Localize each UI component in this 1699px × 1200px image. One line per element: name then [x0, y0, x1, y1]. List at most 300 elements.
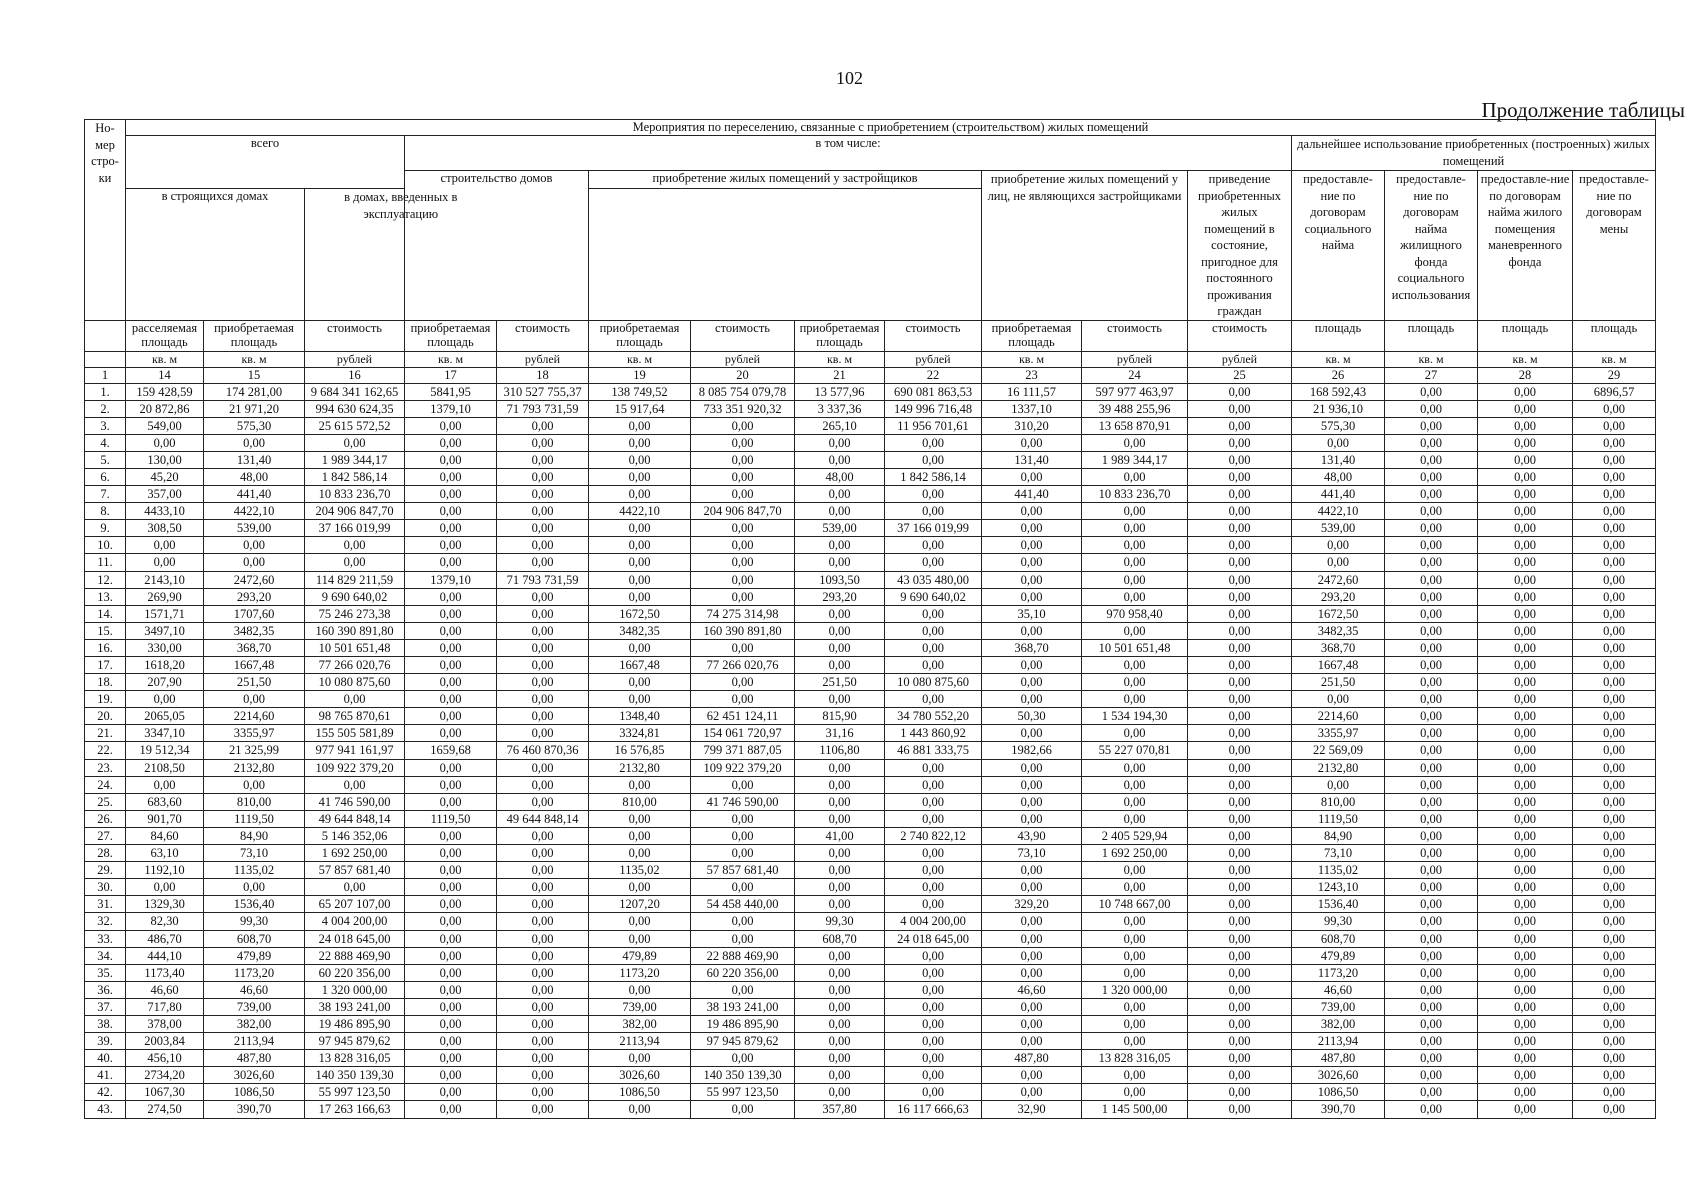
- table-cell: 0,00: [497, 981, 589, 998]
- table-cell: 0,00: [1188, 691, 1292, 708]
- table-cell: 0,00: [885, 896, 982, 913]
- table-cell: 0,00: [589, 451, 691, 468]
- table-cell: 0,00: [1188, 725, 1292, 742]
- table-cell: 251,50: [795, 674, 885, 691]
- table-cell: 0,00: [405, 759, 497, 776]
- column-number-row: [85, 367, 1656, 383]
- table-cell: 0,00: [1385, 930, 1478, 947]
- table-cell: 0,00: [885, 1084, 982, 1101]
- table-row: [85, 793, 1656, 810]
- row-number-cell: 40.: [85, 1050, 126, 1067]
- table-cell: 84,90: [1292, 827, 1385, 844]
- table-cell: 6896,57: [1573, 383, 1656, 400]
- table-cell: 0,00: [1188, 1084, 1292, 1101]
- table-cell: 0,00: [589, 486, 691, 503]
- table-cell: 22 888 469,90: [305, 947, 405, 964]
- table-cell: 0,00: [795, 964, 885, 981]
- table-cell: 608,70: [795, 930, 885, 947]
- table-cell: 1536,40: [204, 896, 305, 913]
- table-cell: 0,00: [497, 622, 589, 639]
- table-cell: 174 281,00: [204, 383, 305, 400]
- table-cell: 0,00: [1573, 845, 1656, 862]
- table-cell: 75 246 273,38: [305, 605, 405, 622]
- table-cell: 0,00: [691, 913, 795, 930]
- table-cell: 48,00: [204, 468, 305, 485]
- table-row: [85, 1084, 1656, 1101]
- header-from-non-developers: приобретение жилых помещений у лиц, не являющихся застройщиками: [982, 171, 1188, 321]
- table-cell: 0,00: [1478, 691, 1573, 708]
- table-row: [85, 742, 1656, 759]
- table-cell: 479,89: [589, 947, 691, 964]
- table-cell: 154 061 720,97: [691, 725, 795, 742]
- table-cell: 1 842 586,14: [305, 468, 405, 485]
- table-cell: 4 004 200,00: [885, 913, 982, 930]
- table-cell: 0,00: [1478, 537, 1573, 554]
- table-cell: 0,00: [497, 1084, 589, 1101]
- table-cell: 0,00: [305, 554, 405, 571]
- table-cell: 0,00: [1188, 776, 1292, 793]
- table-cell: 1192,10: [126, 862, 204, 879]
- table-cell: 0,00: [691, 639, 795, 656]
- table-cell: 2 405 529,94: [1082, 827, 1188, 844]
- table-cell: 46,60: [204, 981, 305, 998]
- table-cell: 0,00: [885, 554, 982, 571]
- table-cell: 2132,80: [1292, 759, 1385, 776]
- unit-rub: рублей: [1188, 351, 1292, 367]
- table-cell: 0,00: [405, 451, 497, 468]
- table-cell: 0,00: [1573, 417, 1656, 434]
- table-cell: 1119,50: [405, 810, 497, 827]
- table-cell: 0,00: [795, 759, 885, 776]
- table-cell: 0,00: [497, 605, 589, 622]
- table-cell: 0,00: [1385, 793, 1478, 810]
- table-row: [85, 896, 1656, 913]
- table-cell: 1 692 250,00: [1082, 845, 1188, 862]
- table-cell: 0,00: [982, 503, 1082, 520]
- table-cell: 1093,50: [795, 571, 885, 588]
- table-cell: 0,00: [497, 554, 589, 571]
- row-number-cell: 9.: [85, 520, 126, 537]
- table-cell: 390,70: [1292, 1101, 1385, 1118]
- table-cell: 0,00: [589, 1101, 691, 1118]
- table-cell: 9 690 640,02: [885, 588, 982, 605]
- table-cell: 0,00: [1385, 1015, 1478, 1032]
- table-cell: 0,00: [1478, 639, 1573, 656]
- table-cell: 3355,97: [204, 725, 305, 742]
- table-cell: 0,00: [126, 776, 204, 793]
- table-cell: 0,00: [1188, 708, 1292, 725]
- table-cell: 0,00: [795, 879, 885, 896]
- row-number-cell: 34.: [85, 947, 126, 964]
- table-cell: 0,00: [795, 622, 885, 639]
- table-cell: 0,00: [1573, 1084, 1656, 1101]
- table-cell: 0,00: [589, 930, 691, 947]
- row-number-cell: 25.: [85, 793, 126, 810]
- table-cell: 0,00: [1478, 776, 1573, 793]
- table-cell: 0,00: [1082, 520, 1188, 537]
- table-cell: 4422,10: [204, 503, 305, 520]
- table-cell: 0,00: [1292, 537, 1385, 554]
- table-cell: 1086,50: [204, 1084, 305, 1101]
- table-cell: 382,00: [204, 1015, 305, 1032]
- table-cell: 0,00: [405, 1101, 497, 1118]
- table-row: [85, 930, 1656, 947]
- table-cell: 0,00: [405, 468, 497, 485]
- table-cell: 207,90: [126, 674, 204, 691]
- table-cell: 1 145 500,00: [1082, 1101, 1188, 1118]
- column-number: 29: [1573, 367, 1656, 383]
- table-cell: 140 350 139,30: [305, 1067, 405, 1084]
- table-cell: 37 166 019,99: [885, 520, 982, 537]
- table-cell: 0,00: [589, 1050, 691, 1067]
- table-cell: 2003,84: [126, 1033, 204, 1050]
- table-cell: 0,00: [405, 503, 497, 520]
- table-row: [85, 708, 1656, 725]
- table-cell: 265,10: [795, 417, 885, 434]
- table-cell: 487,80: [204, 1050, 305, 1067]
- table-cell: 0,00: [1188, 759, 1292, 776]
- table-cell: 15 917,64: [589, 400, 691, 417]
- table-cell: 46,60: [982, 981, 1082, 998]
- table-cell: 74 275 314,98: [691, 605, 795, 622]
- table-row: [85, 827, 1656, 844]
- table-cell: 0,00: [1292, 434, 1385, 451]
- resettlement-table-container: [84, 119, 1656, 1119]
- table-cell: 0,00: [497, 776, 589, 793]
- table-cell: 0,00: [1478, 383, 1573, 400]
- table-cell: 0,00: [885, 434, 982, 451]
- table-cell: 0,00: [982, 776, 1082, 793]
- table-cell: 0,00: [497, 639, 589, 656]
- table-cell: 0,00: [795, 1067, 885, 1084]
- header-social-rent: предоставле-ние по договорам социального найма: [1292, 171, 1385, 321]
- table-cell: 0,00: [885, 1050, 982, 1067]
- table-cell: 608,70: [204, 930, 305, 947]
- table-cell: 3497,10: [126, 622, 204, 639]
- table-cell: 0,00: [1573, 588, 1656, 605]
- row-number-cell: 22.: [85, 742, 126, 759]
- table-cell: 60 220 356,00: [691, 964, 795, 981]
- table-cell: 310 527 755,37: [497, 383, 589, 400]
- table-cell: 0,00: [204, 434, 305, 451]
- table-cell: 0,00: [885, 486, 982, 503]
- table-cell: 0,00: [589, 913, 691, 930]
- table-cell: 41 746 590,00: [305, 793, 405, 810]
- table-cell: 0,00: [497, 434, 589, 451]
- table-cell: 0,00: [1478, 468, 1573, 485]
- table-cell: 63,10: [126, 845, 204, 862]
- row-number-cell: 43.: [85, 1101, 126, 1118]
- table-cell: 0,00: [1478, 827, 1573, 844]
- table-cell: 0,00: [982, 1084, 1082, 1101]
- header-area: площадь: [1385, 320, 1478, 351]
- table-cell: 0,00: [691, 691, 795, 708]
- table-cell: 0,00: [1573, 486, 1656, 503]
- header-acquired-area: приобретаемая площадь: [405, 320, 497, 351]
- table-cell: 0,00: [589, 417, 691, 434]
- table-cell: 0,00: [589, 981, 691, 998]
- table-cell: 0,00: [405, 417, 497, 434]
- column-number: 19: [589, 367, 691, 383]
- table-row: [85, 947, 1656, 964]
- table-cell: 0,00: [497, 725, 589, 742]
- table-cell: 0,00: [795, 998, 885, 1015]
- table-cell: 0,00: [405, 964, 497, 981]
- table-cell: 0,00: [1573, 691, 1656, 708]
- table-row: [85, 503, 1656, 520]
- table-cell: 0,00: [497, 896, 589, 913]
- table-cell: 0,00: [691, 810, 795, 827]
- table-cell: 0,00: [204, 537, 305, 554]
- table-cell: 0,00: [691, 1101, 795, 1118]
- row-number-cell: 20.: [85, 708, 126, 725]
- table-cell: 0,00: [1385, 639, 1478, 656]
- table-cell: 0,00: [1385, 520, 1478, 537]
- table-cell: 1086,50: [1292, 1084, 1385, 1101]
- table-row: [85, 1067, 1656, 1084]
- table-cell: 0,00: [1082, 1084, 1188, 1101]
- table-cell: 0,00: [1573, 674, 1656, 691]
- table-cell: 0,00: [405, 1015, 497, 1032]
- table-cell: 0,00: [1385, 725, 1478, 742]
- table-cell: 0,00: [1573, 1101, 1656, 1118]
- table-cell: 0,00: [1385, 845, 1478, 862]
- table-cell: 0,00: [982, 1015, 1082, 1032]
- table-cell: 0,00: [1385, 571, 1478, 588]
- table-cell: 717,80: [126, 998, 204, 1015]
- table-cell: 0,00: [497, 862, 589, 879]
- table-cell: 0,00: [1573, 503, 1656, 520]
- table-cell: 1672,50: [1292, 605, 1385, 622]
- table-cell: 1119,50: [204, 810, 305, 827]
- table-cell: 20 872,86: [126, 400, 204, 417]
- table-cell: 0,00: [497, 930, 589, 947]
- table-row: [85, 845, 1656, 862]
- table-cell: 0,00: [1188, 981, 1292, 998]
- table-row: [85, 554, 1656, 571]
- table-row: [85, 674, 1656, 691]
- table-cell: 0,00: [1385, 434, 1478, 451]
- table-cell: 0,00: [1478, 930, 1573, 947]
- unit-rub: рублей: [691, 351, 795, 367]
- table-cell: 0,00: [795, 793, 885, 810]
- table-cell: 0,00: [1385, 486, 1478, 503]
- table-cell: 0,00: [497, 947, 589, 964]
- table-cell: 1207,20: [589, 896, 691, 913]
- table-cell: 539,00: [204, 520, 305, 537]
- table-cell: 0,00: [1478, 1015, 1573, 1032]
- table-cell: 0,00: [405, 776, 497, 793]
- table-cell: 3324,81: [589, 725, 691, 742]
- table-cell: 1067,30: [126, 1084, 204, 1101]
- table-cell: 0,00: [405, 827, 497, 844]
- table-cell: 0,00: [405, 691, 497, 708]
- table-cell: 251,50: [204, 674, 305, 691]
- table-row: [85, 605, 1656, 622]
- table-cell: 0,00: [589, 879, 691, 896]
- table-cell: 2113,94: [204, 1033, 305, 1050]
- table-cell: 0,00: [1478, 742, 1573, 759]
- table-cell: 0,00: [795, 657, 885, 674]
- table-row: [85, 691, 1656, 708]
- table-cell: 71 793 731,59: [497, 400, 589, 417]
- column-number: 26: [1292, 367, 1385, 383]
- table-cell: 149 996 716,48: [885, 400, 982, 417]
- table-cell: 10 080 875,60: [885, 674, 982, 691]
- table-cell: 0,00: [497, 879, 589, 896]
- table-cell: 55 997 123,50: [691, 1084, 795, 1101]
- table-cell: 0,00: [589, 537, 691, 554]
- table-cell: 329,20: [982, 896, 1082, 913]
- table-cell: 0,00: [1478, 554, 1573, 571]
- column-number: 21: [795, 367, 885, 383]
- table-cell: 0,00: [982, 1067, 1082, 1084]
- table-cell: 0,00: [497, 1033, 589, 1050]
- header-area: площадь: [1478, 320, 1573, 351]
- table-cell: 3026,60: [1292, 1067, 1385, 1084]
- column-number: 18: [497, 367, 589, 383]
- table-cell: 0,00: [1188, 639, 1292, 656]
- table-cell: 0,00: [982, 913, 1082, 930]
- table-cell: 114 829 211,59: [305, 571, 405, 588]
- header-resettled-area: расселяемая площадь: [126, 320, 204, 351]
- table-cell: 0,00: [1385, 1033, 1478, 1050]
- table-cell: 0,00: [1385, 605, 1478, 622]
- table-cell: 0,00: [1082, 554, 1188, 571]
- table-cell: 0,00: [691, 520, 795, 537]
- table-cell: 0,00: [691, 486, 795, 503]
- table-cell: 49 644 848,14: [305, 810, 405, 827]
- table-cell: 0,00: [1478, 571, 1573, 588]
- table-row: [85, 862, 1656, 879]
- table-cell: 0,00: [982, 930, 1082, 947]
- table-cell: 99,30: [1292, 913, 1385, 930]
- table-cell: 0,00: [1478, 434, 1573, 451]
- row-number-cell: 10.: [85, 537, 126, 554]
- table-cell: 1086,50: [589, 1084, 691, 1101]
- table-cell: 293,20: [1292, 588, 1385, 605]
- table-cell: 0,00: [1385, 503, 1478, 520]
- table-cell: 441,40: [982, 486, 1082, 503]
- table-cell: 0,00: [1478, 622, 1573, 639]
- table-cell: 0,00: [1478, 1033, 1573, 1050]
- table-cell: 19 486 895,90: [691, 1015, 795, 1032]
- column-number: 1: [85, 367, 126, 383]
- table-cell: 0,00: [1478, 486, 1573, 503]
- table-cell: 0,00: [1478, 400, 1573, 417]
- table-cell: 109 922 379,20: [691, 759, 795, 776]
- table-cell: 0,00: [982, 793, 1082, 810]
- row-number-cell: 5.: [85, 451, 126, 468]
- table-cell: 0,00: [982, 520, 1082, 537]
- table-cell: 2108,50: [126, 759, 204, 776]
- unit-sqm: кв. м: [1385, 351, 1478, 367]
- header-main: Мероприятия по переселению, связанные с приобретением (строительством) жилых помещений: [126, 120, 1656, 136]
- table-cell: 994 630 624,35: [305, 400, 405, 417]
- table-cell: 1667,48: [204, 657, 305, 674]
- table-cell: 48,00: [795, 468, 885, 485]
- table-cell: 0,00: [1478, 947, 1573, 964]
- table-cell: 733 351 920,32: [691, 400, 795, 417]
- table-cell: 0,00: [1188, 1050, 1292, 1067]
- table-cell: 0,00: [497, 674, 589, 691]
- table-row: [85, 725, 1656, 742]
- table-cell: 77 266 020,76: [691, 657, 795, 674]
- table-cell: 0,00: [405, 537, 497, 554]
- table-row: [85, 981, 1656, 998]
- table-cell: 0,00: [795, 434, 885, 451]
- table-cell: 0,00: [1188, 657, 1292, 674]
- table-cell: 0,00: [305, 434, 405, 451]
- table-cell: 0,00: [204, 776, 305, 793]
- table-row: [85, 1050, 1656, 1067]
- table-cell: 0,00: [1478, 520, 1573, 537]
- table-cell: 1 842 586,14: [885, 468, 982, 485]
- header-bring-to-state: приведение приобретенных жилых помещений в состояние, пригодное для постоянного проживания граждан: [1188, 171, 1292, 321]
- row-number-cell: 8.: [85, 503, 126, 520]
- table-cell: 0,00: [982, 998, 1082, 1015]
- table-cell: 575,30: [1292, 417, 1385, 434]
- table-cell: 0,00: [497, 503, 589, 520]
- table-cell: 1119,50: [1292, 810, 1385, 827]
- row-number-cell: 4.: [85, 434, 126, 451]
- table-cell: 0,00: [1478, 879, 1573, 896]
- table-cell: 0,00: [1478, 588, 1573, 605]
- row-number-cell: 2.: [85, 400, 126, 417]
- table-cell: 0,00: [405, 862, 497, 879]
- header-acquired-area: приобретаемая площадь: [982, 320, 1082, 351]
- table-cell: 0,00: [589, 827, 691, 844]
- table-cell: 0,00: [795, 1033, 885, 1050]
- table-cell: 71 793 731,59: [497, 571, 589, 588]
- table-cell: 0,00: [1385, 691, 1478, 708]
- table-cell: 0,00: [795, 810, 885, 827]
- table-cell: 25 615 572,52: [305, 417, 405, 434]
- unit-sqm: кв. м: [795, 351, 885, 367]
- table-cell: 977 941 161,97: [305, 742, 405, 759]
- header-empty-cell: [85, 320, 126, 351]
- column-number: 27: [1385, 367, 1478, 383]
- row-number-cell: 19.: [85, 691, 126, 708]
- table-cell: 0,00: [1082, 947, 1188, 964]
- table-cell: 810,00: [204, 793, 305, 810]
- table-cell: 1 989 344,17: [305, 451, 405, 468]
- table-cell: 0,00: [982, 434, 1082, 451]
- table-cell: 98 765 870,61: [305, 708, 405, 725]
- table-cell: 0,00: [1573, 862, 1656, 879]
- table-row: [85, 468, 1656, 485]
- table-cell: 0,00: [795, 1084, 885, 1101]
- table-cell: 0,00: [405, 879, 497, 896]
- table-cell: 0,00: [1478, 674, 1573, 691]
- table-cell: 0,00: [497, 759, 589, 776]
- table-cell: 0,00: [795, 639, 885, 656]
- table-cell: 0,00: [1478, 998, 1573, 1015]
- table-cell: 0,00: [589, 520, 691, 537]
- table-cell: 16 576,85: [589, 742, 691, 759]
- table-cell: 0,00: [497, 588, 589, 605]
- table-cell: 1 320 000,00: [305, 981, 405, 998]
- unit-rub: рублей: [497, 351, 589, 367]
- table-cell: 0,00: [1082, 759, 1188, 776]
- table-cell: 0,00: [1082, 862, 1188, 879]
- table-cell: 0,00: [982, 468, 1082, 485]
- table-cell: 810,00: [589, 793, 691, 810]
- table-cell: 0,00: [589, 639, 691, 656]
- header-further-use: дальнейшее использование приобретенных (построенных) жилых помещений: [1292, 136, 1656, 171]
- table-cell: 0,00: [1082, 998, 1188, 1015]
- table-cell: 0,00: [1082, 810, 1188, 827]
